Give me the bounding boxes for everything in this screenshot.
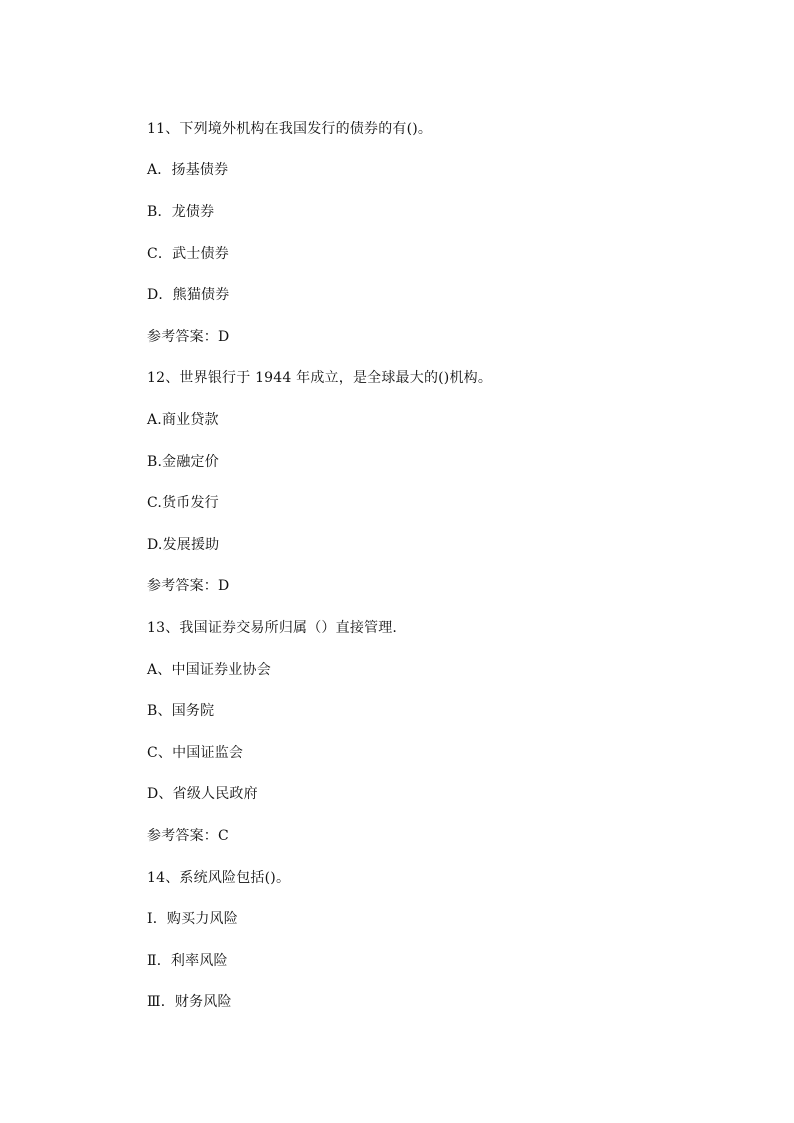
question-12-option-a: A.商业贷款 [147,412,219,428]
question-14-option-2: Ⅱ．利率风险 [147,953,228,969]
question-13-option-c: C、中国证监会 [147,745,244,761]
question-12-answer: 参考答案：D [147,578,230,594]
question-11-option-c: C．武士债券 [147,246,229,262]
question-14-option-3: Ⅲ．财务风险 [147,994,232,1010]
question-11-option-a: A．扬基债券 [147,162,229,178]
question-13-option-b: B、国务院 [147,703,215,719]
question-11-stem: 11、下列境外机构在我国发行的债券的有()。 [147,121,433,137]
question-13-option-d: D、省级人民政府 [147,786,258,802]
question-13-option-a: A、中国证券业协会 [147,662,271,678]
question-12-option-c: C.货币发行 [147,495,219,511]
question-14-stem: 14、系统风险包括()。 [147,870,291,886]
question-14-option-1: Ⅰ．购买力风险 [147,911,238,927]
question-12-option-b: B.金融定价 [147,454,219,470]
question-13-answer: 参考答案：C [147,828,229,844]
question-13-stem: 13、我国证券交易所归属（）直接管理. [147,620,398,636]
question-12-option-d: D.发展援助 [147,537,220,553]
question-11-option-d: D．熊猫债券 [147,287,230,303]
question-11-answer: 参考答案：D [147,329,230,345]
question-11-option-b: B．龙债券 [147,204,215,220]
question-12-stem: 12、世界银行于 1944 年成立，是全球最大的()机构。 [147,370,493,386]
